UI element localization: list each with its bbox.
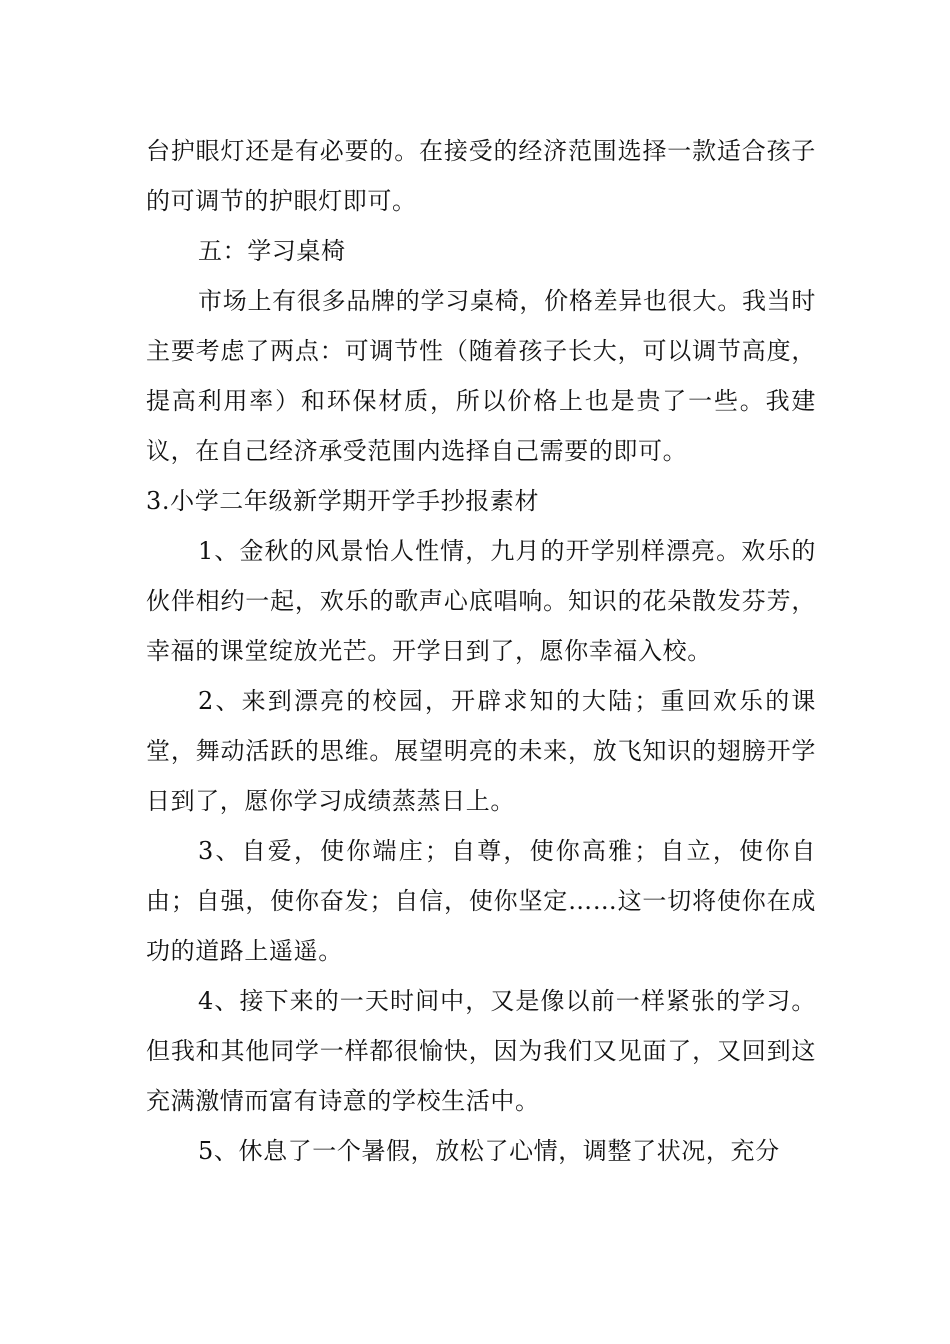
paragraph-desk-chair: 市场上有很多品牌的学习桌椅，价格差异也很大。我当时主要考虑了两点：可调节性（随着孩子长大，可以调节高度，提高利用率）和环保材质，所以价格上也是贵了一些。我建议，在自己经济承受范围内选择自己需要的即可。 [146,287,816,465]
section-heading-handwritten-newspaper: 3.小学二年级新学期开学手抄报素材 [146,487,540,515]
document-body [146,126,816,1176]
list-item-3: 3、自爱，使你端庄；自尊，使你高雅；自立，使你自由；自强，使你奋发；自信，使你坚定……这一切将使你在成功的道路上遥遥。 [146,837,816,965]
list-item-4: 4、接下来的一天时间中，又是像以前一样紧张的学习。但我和其他同学一样都很愉快，因为我们又见面了，又回到这充满激情而富有诗意的学校生活中。 [146,987,816,1115]
paragraph-eye-lamp-end: 台护眼灯还是有必要的。在接受的经济范围选择一款适合孩子的可调节的护眼灯即可。 [146,137,816,215]
list-item-2: 2、来到漂亮的校园，开辟求知的大陆；重回欢乐的课堂，舞动活跃的思维。展望明亮的未来，放飞知识的翅膀开学日到了，愿你学习成绩蒸蒸日上。 [146,687,816,815]
list-item-5: 5、休息了一个暑假，放松了心情，调整了状况，充分 [198,1137,780,1165]
list-item-1: 1、金秋的风景怡人性情，九月的开学别样漂亮。欢乐的伙伴相约一起，欢乐的歌声心底唱响。知识的花朵散发芬芳，幸福的课堂绽放光芒。开学日到了，愿你幸福入校。 [146,537,816,665]
section-heading-desk-chair: 五：学习桌椅 [198,237,346,265]
